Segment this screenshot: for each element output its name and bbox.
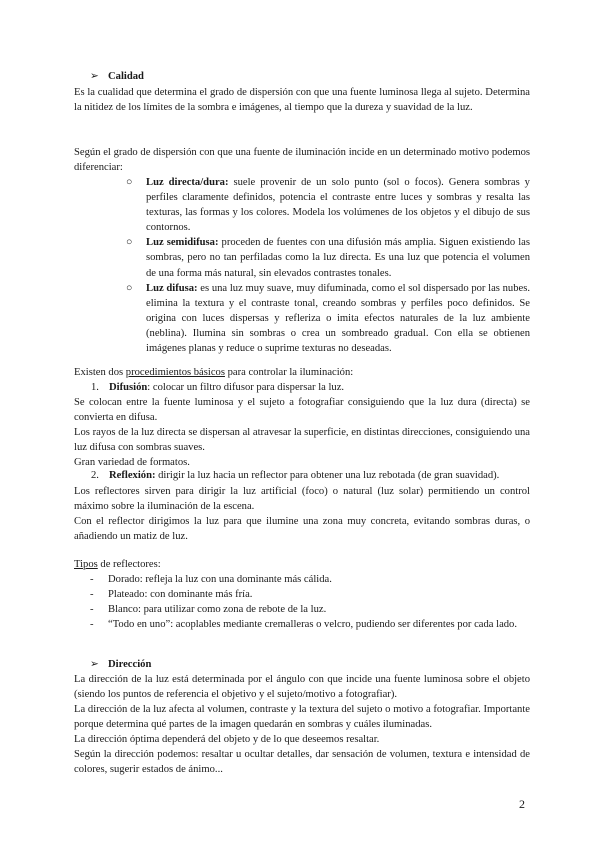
light-type-term: Luz semidifusa:: [146, 237, 219, 249]
calidad-heading-text: Calidad: [108, 71, 144, 82]
reflector-text: “Todo en uno”: acoplables mediante cremalleras o velcro, pudiendo ser diferentes por cada lado.: [108, 619, 518, 631]
list-item: [90, 587, 530, 602]
direccion-para-2: La dirección de la luz afecta al volumen, contraste y la textura del sujeto o motivo a fotografiar. Importante porque determina qué partes de la imagen quedarán en sombras y cuáles iluminadas.: [74, 704, 530, 731]
light-type-term: Luz difusa:: [146, 282, 198, 294]
calidad-intro: Según el grado de dispersión con que una fuente de iluminación incide en un determinado motivo podemos diferenciar:: [74, 147, 530, 174]
list-item: [116, 175, 530, 235]
reflector-text: Blanco: para utilizar como zona de rebote de la luz.: [108, 604, 327, 616]
calidad-definition: Es la cualidad que determina el grado de dispersión con que una fuente luminosa llega al sujeto. Determina la nitidez de los límites de la sombra e imágenes, al tiempo que la dureza y suavidad de la luz.: [74, 87, 530, 114]
light-type-text: suele provenir de un solo punto (sol o focos). Genera sombras y perfiles claramente definidos, potencia el contraste entre luces y sombras y resalta las texturas, las formas y los colores. Modela los volúmenes de los objetos y el dibujo de sus contornos.: [146, 177, 530, 234]
direccion-para-4: Según la dirección podemos: resaltar u ocultar detalles, dar sensación de volumen, textura e intensidad de colores, sugerir estados de ánimo...: [74, 749, 530, 776]
list-item: [116, 235, 530, 280]
procedure-item-reflexion: [91, 468, 531, 483]
intro-text-after: para controlar la iluminación:: [224, 367, 354, 378]
circle-bullet-icon: ○: [126, 177, 133, 188]
dash-bullet-icon: -: [90, 619, 94, 631]
circle-bullet-icon: ○: [126, 282, 133, 294]
procedure-term: Reflexión:: [109, 470, 156, 481]
reflexion-detail-2: Con el reflector dirigimos la luz para que ilumine una zona muy concreta, evitando sombras duras, o añadiendo un matiz de luz.: [74, 516, 530, 543]
procedure-item-difusion: [91, 380, 531, 395]
light-type-text: es una luz muy suave, muy difuminada, como el sol dispersado por las nubes. elimina la textura y el contraste tonal, creando sombras y perfiles poco definidos. Se origina con luces dispersas y refleriza o imita efectos naturales de la luz ambiente (neblina). Ilumina sin sombras o crea un sombreado gradual. Con ella se obtienen imágenes planas y reduce o suprime texturas no deseadas.: [146, 282, 531, 355]
dash-bullet-icon: -: [90, 604, 94, 616]
procedure-text: : colocar un filtro difusor para dispersar la luz.: [147, 382, 345, 393]
dash-bullet-icon: -: [90, 574, 94, 585]
difusion-detail-1: Se colocan entre la fuente luminosa y el sujeto a fotografiar consiguiendo que la luz dura (directa) se convierta en difusa.: [74, 397, 530, 424]
list-item: [116, 281, 530, 356]
light-types-list: [116, 175, 530, 356]
arrow-bullet-icon: ➢: [90, 71, 99, 82]
light-type-term: Luz directa/dura:: [146, 177, 229, 188]
dash-bullet-icon: -: [90, 589, 94, 601]
list-item: [90, 617, 530, 632]
intro-underlined: procedimientos básicos: [125, 367, 225, 378]
difusion-detail-2: Los rayos de la luz directa se dispersan al atravesar la superficie, en distintas direcciones, consiguiendo una luz difusa con sombras suaves.: [74, 427, 530, 454]
difusion-detail-3: Gran variedad de formatos.: [74, 457, 190, 468]
reflectores-label: [74, 557, 530, 572]
intro-text: Existen dos: [74, 367, 126, 378]
procedimientos-intro: [74, 365, 530, 380]
item-number: 1.: [91, 382, 99, 393]
page-number: 2: [519, 797, 525, 811]
direccion-heading-text: Dirección: [108, 659, 152, 670]
circle-bullet-icon: ○: [126, 237, 133, 249]
section-heading-calidad: [90, 69, 144, 84]
list-item: [90, 572, 530, 587]
reflectores-label-text: de reflectores:: [97, 559, 161, 570]
reflectores-label-underlined: Tipos: [74, 559, 98, 570]
section-heading-direccion: [90, 657, 151, 672]
reflexion-detail-1: Los reflectores sirven para dirigir la luz artificial (foco) o natural (luz solar) permitiendo un control máximo sobre la iluminación de la escena.: [74, 486, 530, 513]
procedure-text: dirigir la luz hacia un reflector para obtener una luz rebotada (de gran suavidad).: [155, 470, 500, 481]
direccion-para-3: La dirección óptima dependerá del objeto y de lo que deseemos resaltar.: [74, 734, 380, 745]
reflector-text: Plateado: con dominante más fría.: [108, 589, 253, 601]
direccion-para-1: La dirección de la luz está determinada por el ángulo con que incide una fuente luminosa sobre el objeto (siendo los puntos de referencia el objetivo y el sujeto/motivo a fotografiar).: [74, 674, 530, 701]
arrow-bullet-icon: ➢: [90, 659, 99, 670]
list-item: [90, 602, 530, 617]
procedure-term: Difusión: [109, 382, 148, 393]
reflector-text: Dorado: refleja la luz con una dominante más cálida.: [108, 574, 332, 585]
item-number: 2.: [91, 470, 99, 481]
reflectores-list: [90, 572, 530, 632]
light-type-text: proceden de fuentes con una difusión más amplia. Siguen existiendo las sombras, pero no tan perfiladas como la luz directa. Es una luz que potencia el volumen de una forma más natural, sin elevados contrastes tonales.: [146, 237, 530, 279]
